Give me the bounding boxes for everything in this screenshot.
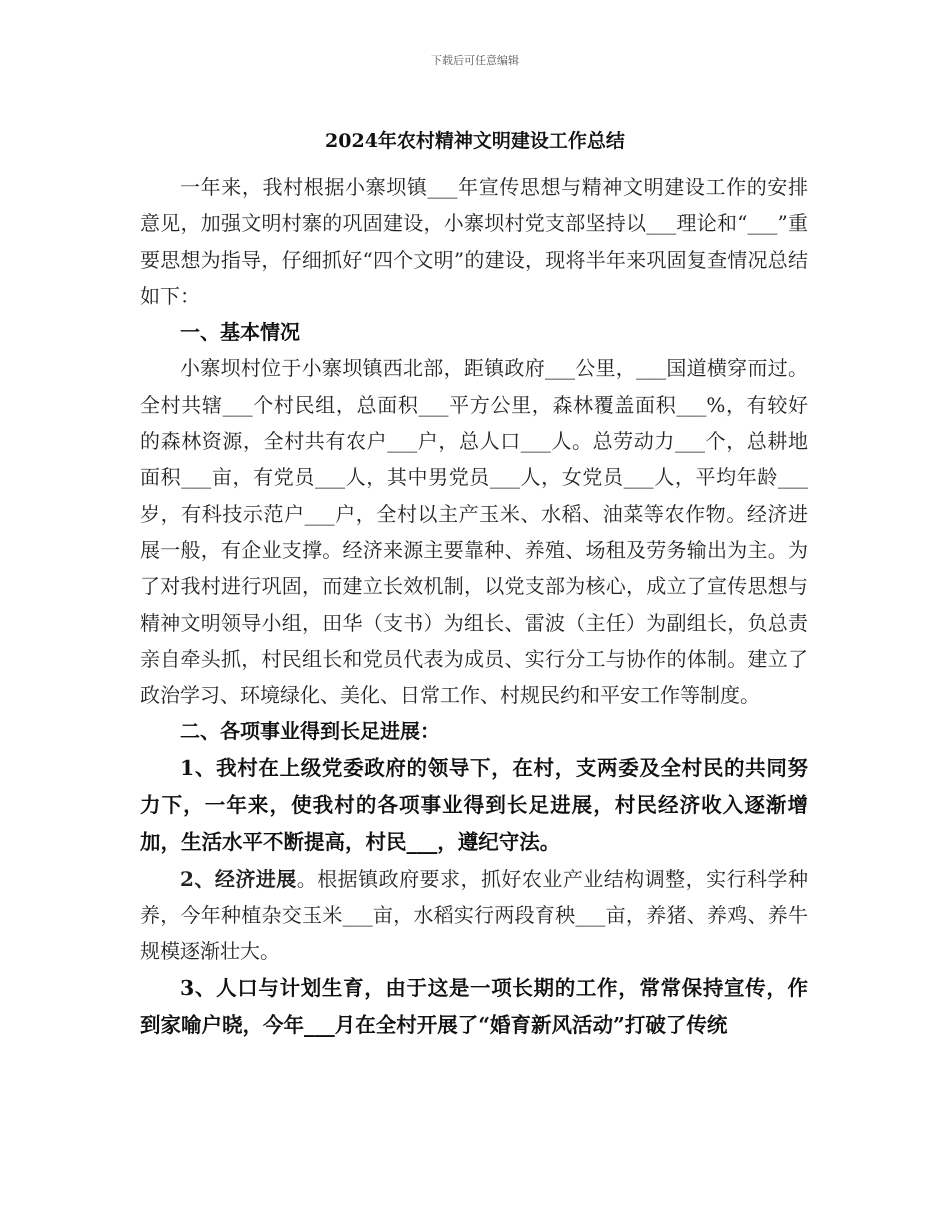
item-2-text: 。根据镇政府要求，抓好农业产业结构调整，实行科学种养，今年种植杂交玉米___亩，水稻实行两段育秧___亩，养猪、养鸡、养牛规模逐渐壮大。: [140, 866, 808, 964]
section-heading-basic: 一、基本情况: [180, 320, 300, 345]
header-note: 下载后可任意编辑: [431, 54, 519, 67]
section-heading-progress: 二、各项事业得到长足进展：: [180, 719, 440, 744]
item-1-paragraph: 1、我村在上级党委政府的领导下，在村，支两委及全村民的共同努力下，一年来，使我村的各项事业得到长足进展，村民经济收入逐渐增加，生活水平不断提高，村民___，遵纪守法。: [140, 755, 808, 854]
page-title: 2024年农村精神文明建设工作总结: [325, 130, 625, 152]
item-2-paragraph: [140, 861, 808, 970]
basic-info-paragraph: 小寨坝村位于小寨坝镇西北部，距镇政府___公里，___国道横穿而过。全村共辖___个村民组，总面积___平方公里，森林覆盖面积___%，有较好的森林资源，全村共有农户___户，总人口___人。总劳动力___个，总耕地面积___亩，有党员___人，其中男党员___人，女党员___人，平均年龄___岁，有科技示范户___户，全村以主产玉米、水稻、油菜等农作物。经济进展一般，有企业支撑。经济来源主要靠种、养殖、场租及劳务输出为主。为了对我村进行巩固，而建立长效机制，以党支部为核心，成立了宣传思想与精神文明领导小组，田华（支书）为组长、雷波（主任）为副组长，负总责亲自牵头抓，村民组长和党员代表为成员、实行分工与协作的体制。建立了政治学习、环境绿化、美化、日常工作、村规民约和平安工作等制度。: [140, 356, 808, 708]
document-body: [140, 169, 808, 1044]
item-3-paragraph: 3、人口与计划生育，由于这是一项长期的工作，常常保持宣传，作到家喻户晓，今年___月在全村开展了“婚育新风活动”打破了传统: [140, 975, 808, 1037]
intro-paragraph: 一年来，我村根据小寨坝镇___年宣传思想与精神文明建设工作的安排意见，加强文明村寨的巩固建设，小寨坝村党支部坚持以___理论和“___”重要思想为指导，仔细抓好“四个文明”的建设，现将半年来巩固复查情况总结如下：: [140, 175, 808, 308]
item-2-lead: 2、经济进展: [180, 866, 297, 891]
